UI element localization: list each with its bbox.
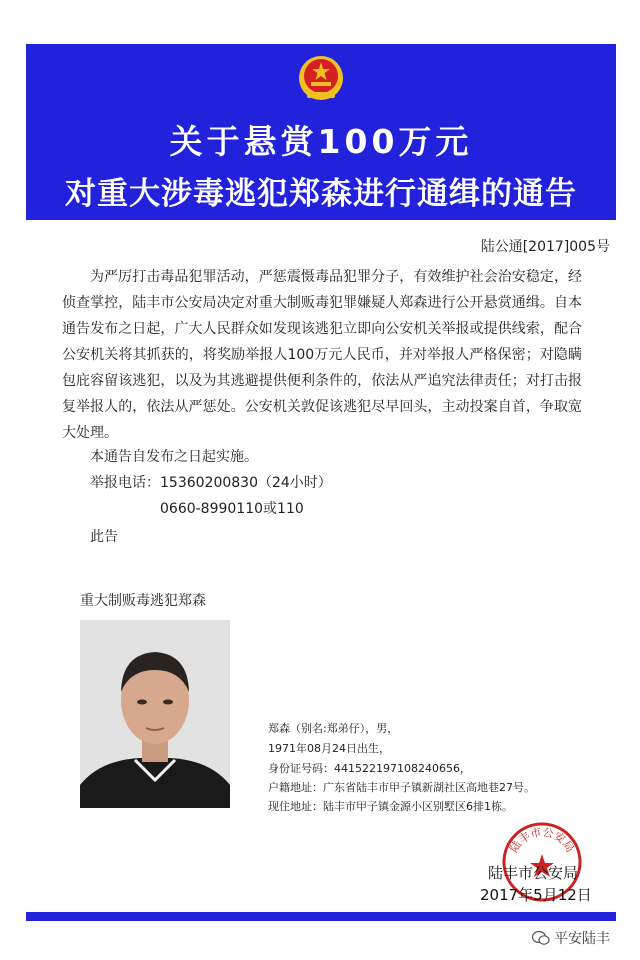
watermark-text: 平安陆丰 — [554, 931, 610, 947]
suspect-name-line: 郑森（别名:郑弟仔），男， — [268, 722, 399, 735]
suspect-address-line: 现住地址：陆丰市甲子镇金源小区别墅区6排1栋。 — [268, 800, 513, 813]
closing-remark: 此告 — [90, 529, 118, 545]
suspect-photo — [80, 620, 230, 808]
hotline-number-1: 15360200830（24小时） — [160, 475, 332, 491]
hotline-number-2: 0660-8990110或110 — [160, 501, 304, 517]
issue-date: 2017年5月12日 — [480, 886, 592, 904]
document-number: 陆公通[2017]005号 — [480, 239, 610, 255]
suspect-birth-line: 1971年08月24日出生， — [268, 742, 390, 755]
police-emblem-icon — [297, 52, 345, 102]
wechat-icon — [532, 930, 550, 946]
watermark — [532, 928, 610, 948]
title-line-1: 关于悬赏100万元 — [169, 122, 473, 161]
bottom-bar — [26, 912, 616, 921]
suspect-hukou-line: 户籍地址：广东省陆丰市甲子镇新湖社区高地巷27号。 — [268, 781, 535, 794]
effective-line: 本通告自发布之日起实施。 — [90, 449, 258, 465]
hotline-label: 举报电话： — [90, 475, 160, 491]
person-portrait-icon — [80, 620, 230, 808]
seal-text: 陆丰市公安局 — [507, 825, 577, 855]
notice-body: 为严厉打击毒品犯罪活动，严惩震慑毒品犯罪分子，有效维护社会治安稳定，经侦查掌控，陆丰市公安局决定对重大制贩毒犯罪嫌疑人郑森进行公开悬赏通缉。自本通告发布之日起，广大人民群众如发现该逃犯立即向公安机关举报或提供线索，配合公安机关将其抓获的，将奖励举报人100万元人民币，并对举报人严格保密；对隐瞒包庇容留该逃犯，以及为其逃避提供便利条件的，依法从严追究法律责任；对打击报复举报人的，依法从严惩处。公安机关敦促该逃犯尽早回头，主动投案自首，争取宽大处理。 — [62, 269, 582, 441]
suspect-heading: 重大制贩毒逃犯郑森 — [80, 593, 206, 609]
issuing-authority: 陆丰市公安局 — [488, 864, 579, 882]
title-line-2: 对重大涉毒逃犯郑森进行通缉的通告 — [65, 176, 577, 212]
title-banner — [26, 44, 616, 220]
suspect-id-line: 身份证号码：441522197108240656， — [268, 762, 471, 775]
svg-text:陆丰市公安局 — [506, 826, 576, 855]
